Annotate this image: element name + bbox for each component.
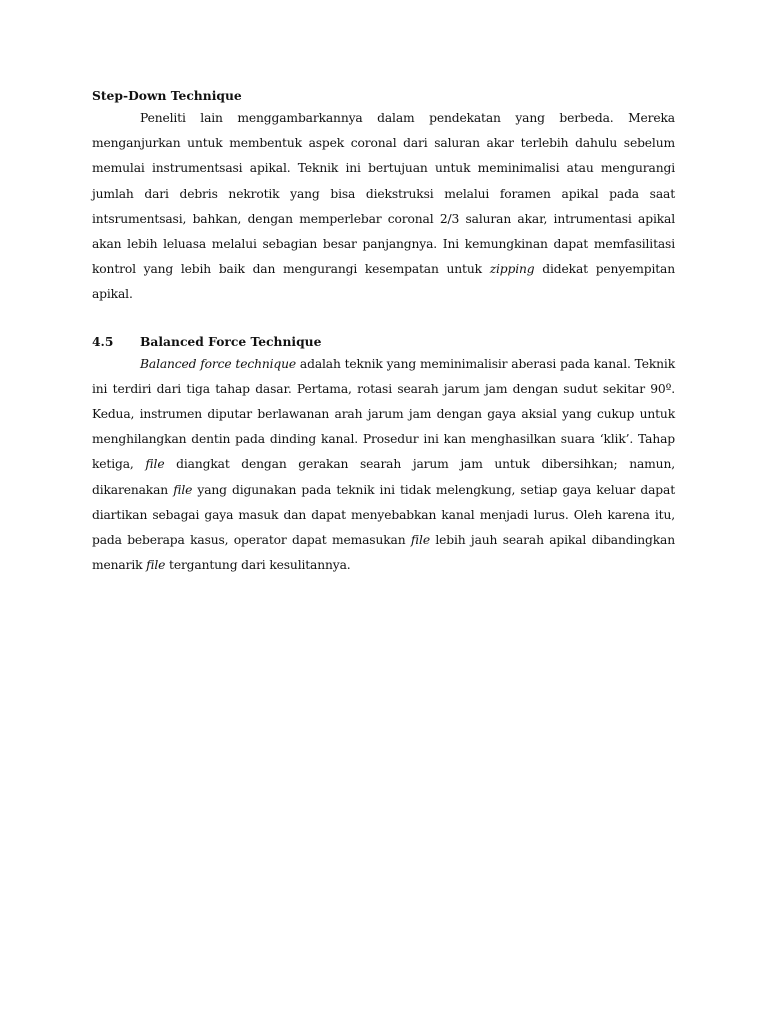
italic-term: file bbox=[410, 533, 430, 548]
paragraph-balanced-force bbox=[92, 352, 675, 579]
document-page bbox=[92, 86, 675, 578]
paragraph-text: diangkat dengan gerakan searah jarum jam untuk dibersihkan; namun, dikarenakan bbox=[92, 457, 675, 497]
paragraph-text: yang digunakan pada teknik ini tidak melengkung, setiap gaya keluar dapat diartikan sebagai gaya masuk dan dapat menyebabkan kanal menjadi lurus. Oleh karena itu, pada beberapa kasus, operator dapat memasukan bbox=[92, 482, 675, 548]
section-title: Balanced Force Technique bbox=[140, 333, 322, 349]
section-heading-step-down bbox=[92, 86, 675, 106]
section-spacer bbox=[92, 308, 675, 332]
italic-term: Balanced force technique bbox=[140, 356, 297, 371]
paragraph-text: tergantung dari kesulitannya. bbox=[165, 558, 351, 573]
paragraph-text: adalah teknik yang meminimalisir aberasi pada kanal. Teknik ini terdiri dari tiga tahap dasar. Pertama, rotasi searah jarum jam dengan sudut sekitar 90º. Kedua, instrumen diputar berlawanan arah jarum jam dengan gaya aksial yang cukup untuk menghilangkan dentin pada dinding kanal. Prosedur ini kan menghasilkan suara ‘klik’. Tahap ketiga, bbox=[92, 356, 676, 472]
paragraph-text: lebih jauh searah apikal dibandingkan menarik bbox=[92, 533, 675, 573]
italic-term: zipping bbox=[489, 262, 535, 277]
italic-term: file bbox=[146, 558, 166, 573]
italic-term: file bbox=[145, 457, 165, 472]
section-heading-balanced-force bbox=[92, 332, 675, 352]
section-title: Step-Down Technique bbox=[92, 88, 242, 103]
paragraph-text: Peneliti lain menggambarkannya dalam pendekatan yang berbeda. Mereka menganjurkan untuk membentuk aspek coronal dari saluran akar terlebih dahulu sebelum memulai instrumentsasi apikal. Teknik ini bertujuan untuk meminimalisi atau mengurangi jumlah dari debris nekrotik yang bisa diekstruksi melalui foramen apikal pada saat intsrumentsasi, bahkan, dengan memperlebar coronal 2/3 saluran akar, intrumentasi apikal akan lebih leluasa melalui sebagian besar panjangnya. Ini kemungkinan dapat memfasilitasi kontrol yang lebih baik dan mengurangi kesempatan untuk bbox=[92, 111, 675, 277]
section-number: 4.5 bbox=[92, 333, 114, 349]
paragraph-step-down bbox=[92, 106, 675, 308]
paragraph-text: didekat penyempitan apikal. bbox=[92, 262, 675, 302]
italic-term: file bbox=[173, 482, 193, 497]
